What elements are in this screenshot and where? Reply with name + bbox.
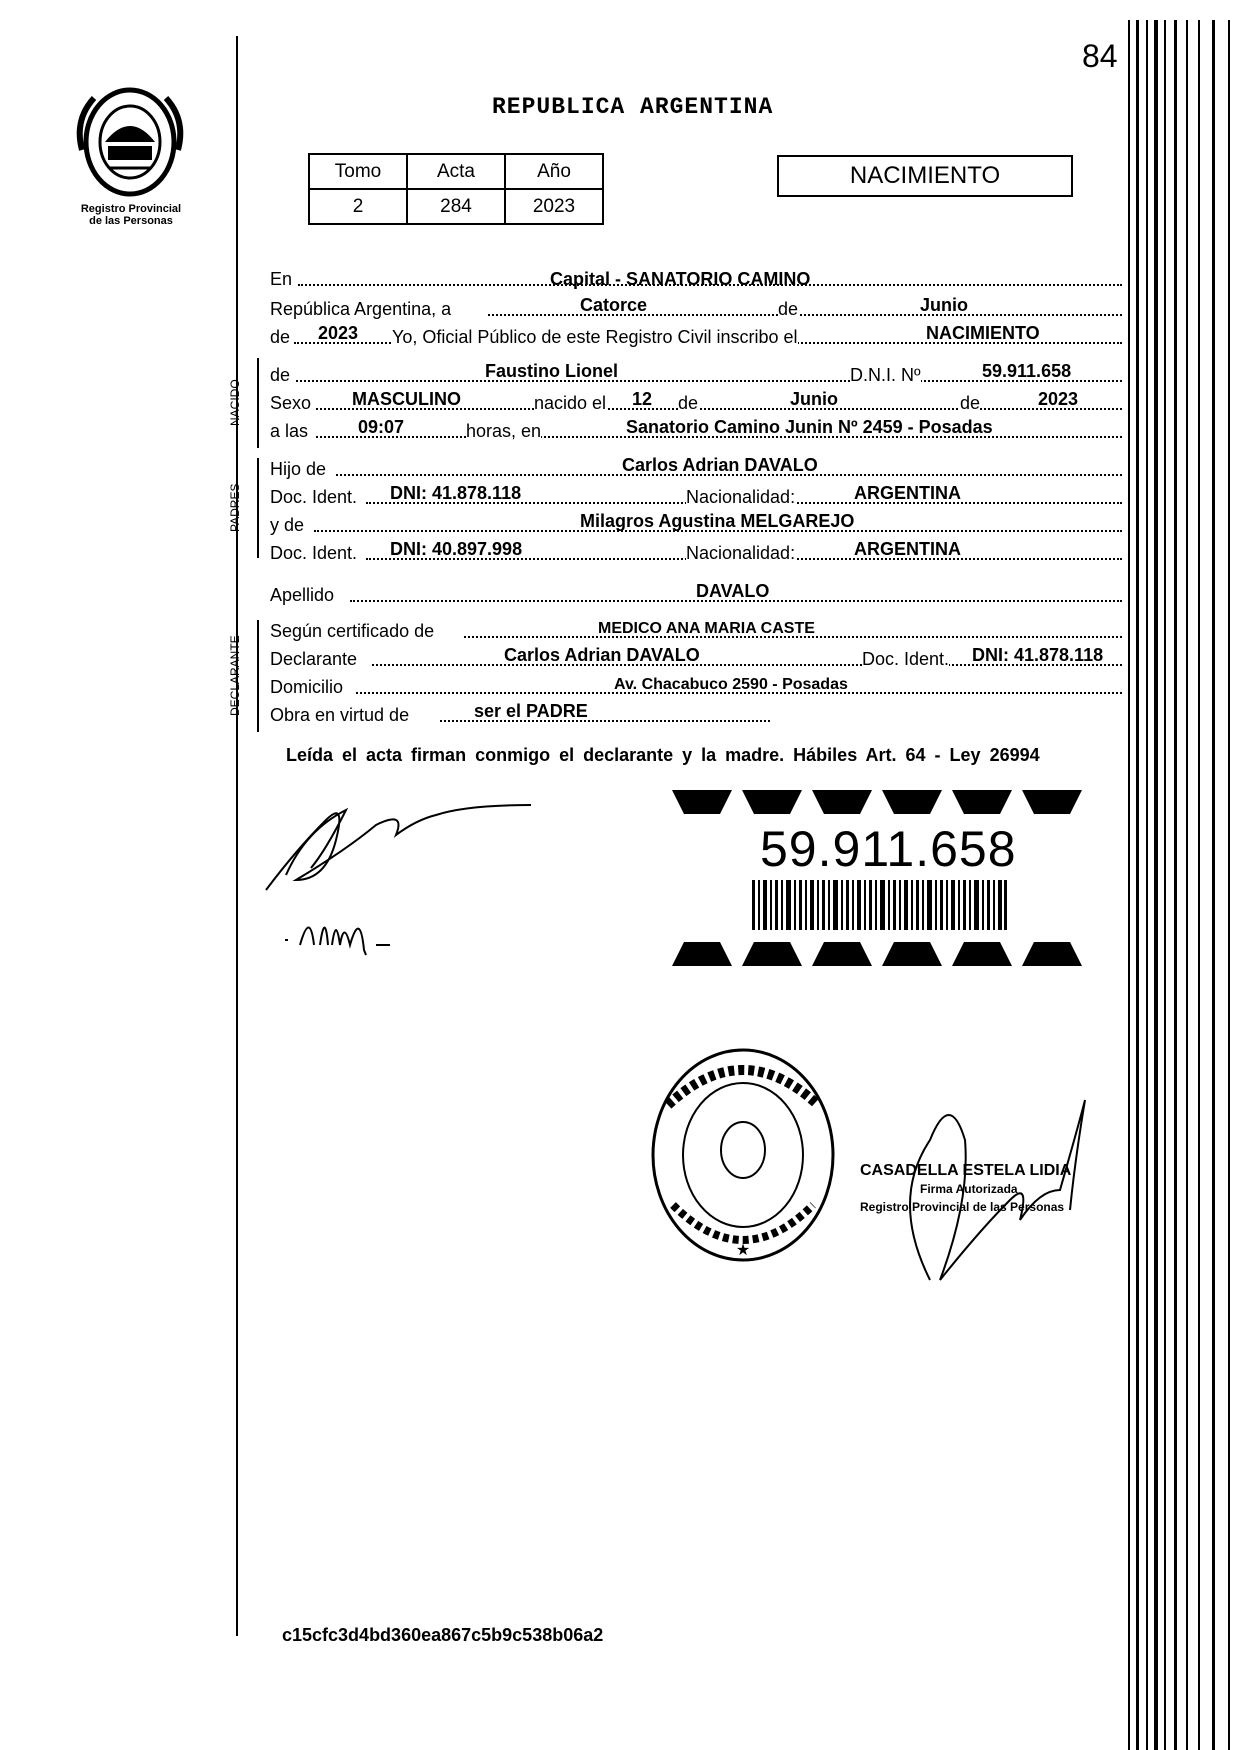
- hijo-label: Hijo de: [270, 459, 327, 479]
- year-value: 2023: [318, 323, 359, 343]
- sexo-value: MASCULINO: [352, 389, 461, 409]
- line-hora: [270, 414, 1122, 444]
- madre-nacionalidad: ARGENTINA: [854, 539, 961, 559]
- hora-value: 09:07: [358, 417, 405, 437]
- line-republica: [270, 292, 1122, 322]
- padre-value: Carlos Adrian DAVALO: [622, 455, 818, 475]
- horas-label: horas, en: [466, 421, 542, 441]
- declarante-bracket: [257, 620, 259, 732]
- scan-edge-border: [1128, 20, 1241, 1750]
- birth-day: 12: [632, 389, 653, 409]
- de-label-4: de: [678, 393, 699, 413]
- official-stamp: [648, 1045, 838, 1265]
- tomo-header: Tomo: [309, 154, 407, 189]
- act-type-box: NACIMIENTO: [777, 155, 1073, 197]
- en-label: En: [270, 269, 293, 289]
- padre-doc: DNI: 41.878.118: [390, 483, 522, 503]
- authority-role: Firma Autorizada: [920, 1182, 1018, 1196]
- security-pattern-top: [672, 786, 1112, 818]
- de-label-5: de: [960, 393, 981, 413]
- obra-value: ser el PADRE: [474, 701, 588, 721]
- svg-text:★: ★: [735, 1240, 751, 1259]
- apellido-label: Apellido: [270, 585, 335, 605]
- obra-label: Obra en virtud de: [270, 705, 410, 725]
- nacido-label: nacido el: [534, 393, 607, 413]
- registry-table: [308, 153, 604, 225]
- declarant-signature: [256, 780, 536, 900]
- section-padres: PADRES: [228, 483, 242, 533]
- organization-line-2: de las Personas: [89, 215, 173, 227]
- lugar-value: Sanatorio Camino Junin Nº 2459 - Posadas: [626, 417, 993, 437]
- left-margin-rule: [236, 36, 238, 1636]
- section-nacido: NACIDO: [228, 379, 242, 427]
- anio-header: Año: [505, 154, 603, 189]
- declarante-doc: DNI: 41.878.118: [972, 645, 1104, 665]
- madre-doc: DNI: 40.897.998: [390, 539, 523, 559]
- line-padre: [270, 452, 1122, 482]
- line-segun: [270, 614, 1122, 644]
- alas-label: a las: [270, 421, 309, 441]
- line-obra: [270, 698, 1122, 728]
- name-value: Faustino Lionel: [485, 361, 618, 381]
- organization-line-1: Registro Provincial: [80, 203, 182, 215]
- line-madre-doc: [270, 536, 1122, 566]
- authority-name: CASADELLA ESTELA LIDIA: [860, 1162, 1072, 1179]
- page-number: 84: [1082, 38, 1118, 74]
- birth-year: 2023: [1038, 389, 1079, 409]
- document-hash: c15cfc3d4bd360ea867c5b9c538b06a2: [282, 1625, 604, 1645]
- padres-bracket: [257, 458, 259, 558]
- day-value: Catorce: [580, 295, 648, 315]
- anio-value: 2023: [505, 189, 603, 224]
- inscribo-value: NACIMIENTO: [926, 323, 1040, 343]
- apellido-value: DAVALO: [696, 581, 770, 601]
- line-inscribo: [270, 320, 1122, 350]
- de-label: de: [778, 299, 799, 319]
- dni-label: D.N.I. Nº: [850, 365, 921, 385]
- birth-month: Junio: [790, 389, 838, 409]
- line-padre-doc: [270, 480, 1122, 510]
- line-apellido: [270, 578, 1122, 608]
- doc-label-3: Doc. Ident.: [862, 649, 950, 669]
- line-sexo: [270, 386, 1122, 416]
- authority-office: Registro Provincial de las Personas: [860, 1200, 1065, 1214]
- republica-label: República Argentina, a: [270, 299, 452, 319]
- line-madre: [270, 508, 1122, 538]
- document-title: REPUBLICA ARGENTINA: [492, 94, 774, 120]
- nacido-bracket: [257, 358, 259, 448]
- province-seal-logo: [70, 80, 190, 200]
- dni-value: 59.911.658: [982, 361, 1072, 381]
- madre-value: Milagros Agustina MELGAREJO: [580, 511, 855, 531]
- declarante-label: Declarante: [270, 649, 358, 669]
- yde-label: y de: [270, 515, 305, 535]
- id-number-large: 59.911.658: [760, 821, 1017, 877]
- de-label-2: de: [270, 327, 291, 347]
- doc-label: Doc. Ident.: [270, 487, 358, 507]
- closing-statement: Leída el acta firman conmigo el declarante y la madre. Hábiles Art. 64 - Ley 26994: [286, 745, 1040, 765]
- organization-name: [56, 203, 206, 227]
- line-domicilio: [270, 670, 1122, 700]
- line-declarante: [270, 642, 1122, 672]
- doc-label-2: Doc. Ident.: [270, 543, 358, 563]
- section-declarante: DECLARANTE: [228, 635, 242, 717]
- line-nombre: [270, 358, 1122, 388]
- de-label-3: de: [270, 365, 291, 385]
- segun-value: MEDICO ANA MARIA CASTE: [598, 620, 815, 637]
- authority-block: [860, 1162, 1071, 1216]
- domicilio-value: Av. Chacabuco 2590 - Posadas: [614, 676, 848, 693]
- tomo-value: 2: [309, 189, 407, 224]
- domicilio-label: Domicilio: [270, 677, 344, 697]
- month-value: Junio: [920, 295, 968, 315]
- acta-header: Acta: [407, 154, 505, 189]
- padre-nacionalidad: ARGENTINA: [854, 483, 961, 503]
- segun-label: Según certificado de: [270, 621, 435, 641]
- nacionalidad-label-2: Nacionalidad:: [686, 543, 796, 563]
- declarante-value: Carlos Adrian DAVALO: [504, 645, 700, 665]
- acta-value: 284: [407, 189, 505, 224]
- line-en: [270, 262, 1122, 292]
- mother-signature: [280, 900, 410, 960]
- inscribo-label: Yo, Oficial Público de este Registro Civil inscribo el: [392, 327, 798, 347]
- sexo-label: Sexo: [270, 393, 312, 413]
- nacionalidad-label: Nacionalidad:: [686, 487, 796, 507]
- security-pattern-bottom: [672, 938, 1112, 970]
- barcode: [752, 880, 1007, 930]
- en-value: Capital - SANATORIO CAMINO: [550, 269, 811, 289]
